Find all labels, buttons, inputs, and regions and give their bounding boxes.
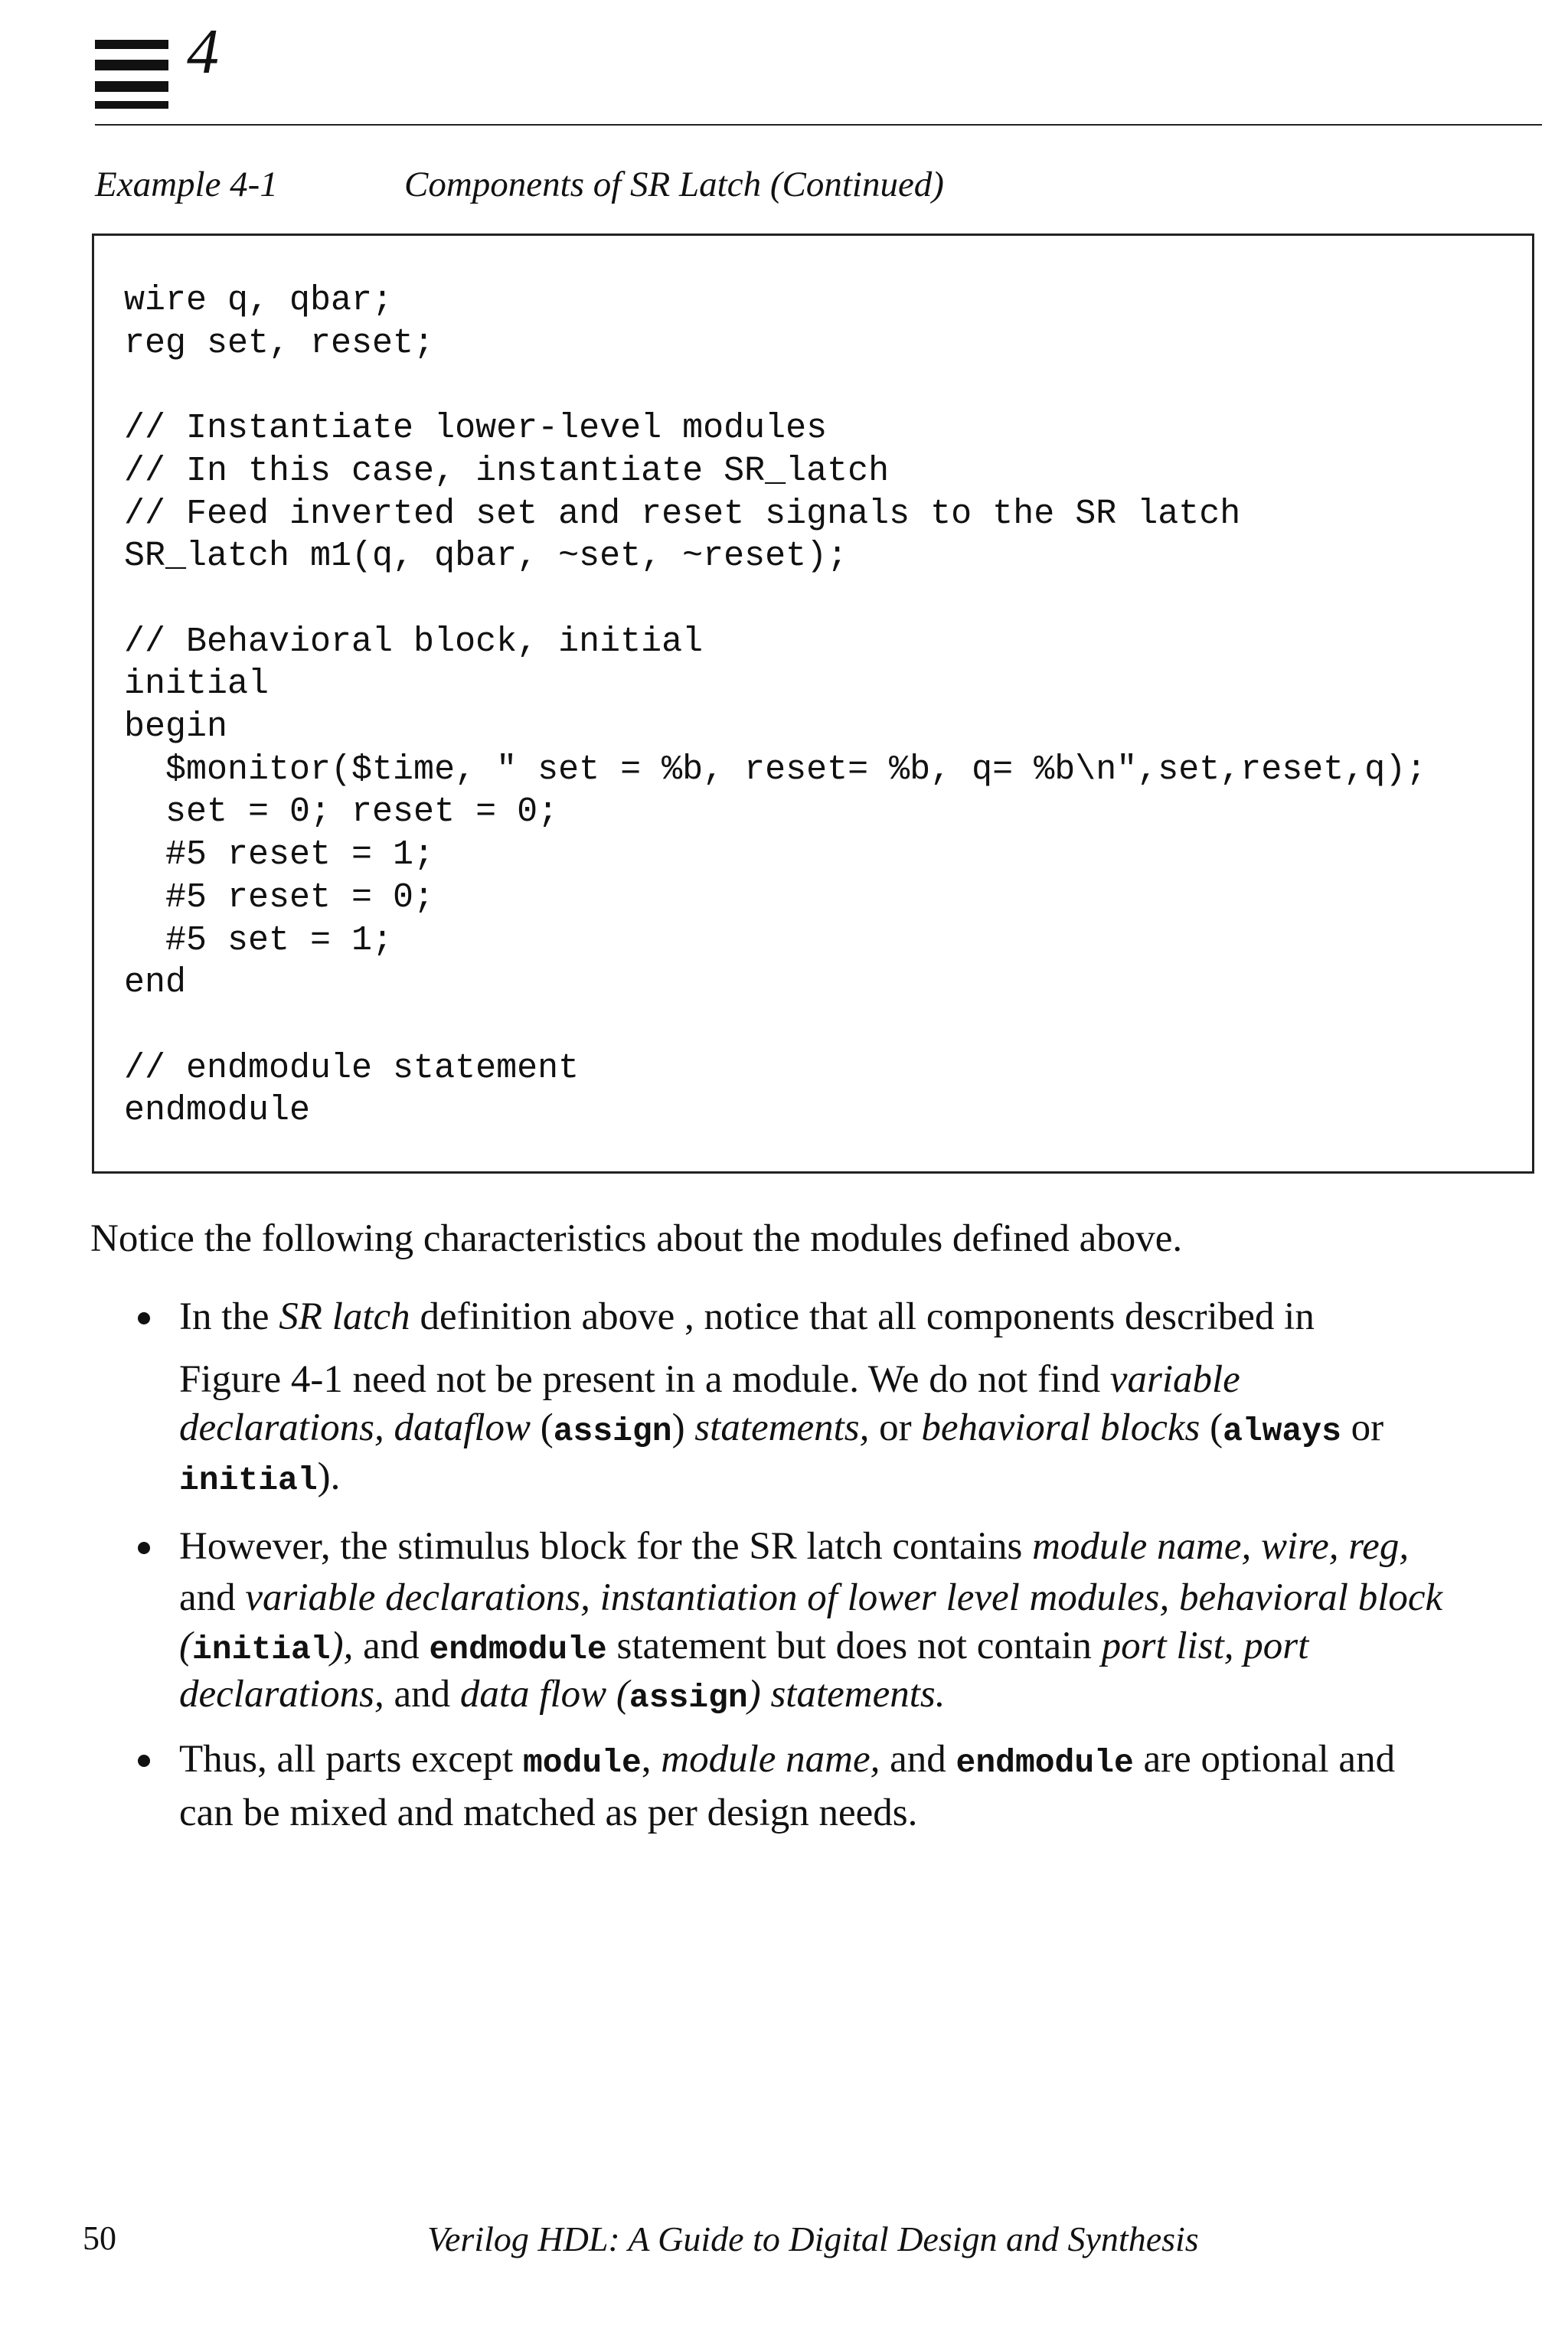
plain-text: (: [531, 1406, 554, 1449]
code-keyword: initial: [191, 1631, 331, 1668]
code-line: // In this case, instantiate SR_latch: [124, 451, 890, 491]
bullet-line: [179, 1790, 917, 1837]
bullet-line: [179, 1357, 1240, 1403]
code-keyword: endmodule: [956, 1744, 1134, 1781]
plain-text: However, the stimulus block for the SR latch contains: [179, 1525, 1033, 1568]
italic-text: (: [179, 1625, 192, 1667]
book-title: Verilog HDL: A Guide to Digital Design and Synthesis: [427, 2219, 1199, 2258]
code-line: wire q, qbar;: [124, 281, 394, 320]
plain-text: Figure 4-1 need not be present in a module. We do not find: [179, 1358, 1110, 1401]
code-line: // Behavioral block, initial: [124, 622, 704, 661]
italic-text: ) statements.: [747, 1673, 946, 1716]
bullet-line: [179, 1454, 340, 1501]
intro-paragraph: Notice the following characteristics about the modules defined above.: [90, 1217, 1183, 1260]
plain-text: statement but does not contain: [606, 1625, 1102, 1667]
example-title: Components of SR Latch (Continued): [404, 165, 944, 204]
plain-text: and: [353, 1625, 430, 1667]
bullet-line: [179, 1575, 1442, 1621]
code-line: // Feed inverted set and reset signals to the SR latch: [124, 494, 1241, 534]
bullet-line: [179, 1405, 1383, 1452]
bullet-line: [179, 1294, 1315, 1341]
plain-text: or: [869, 1406, 922, 1449]
italic-text: SR latch: [279, 1295, 410, 1338]
plain-text: and: [880, 1738, 956, 1781]
chapter-number: 4: [187, 16, 219, 87]
italic-text: module name,: [661, 1738, 880, 1781]
code-line: begin: [124, 707, 228, 746]
bullet-icon: [138, 1542, 150, 1554]
plain-text: Thus, all parts except: [179, 1738, 523, 1781]
bullet-line: [179, 1671, 946, 1718]
italic-text: behavioral blocks: [921, 1406, 1200, 1449]
plain-text: or: [1341, 1406, 1384, 1449]
bullet-icon: [138, 1755, 150, 1767]
plain-text: are optional and: [1133, 1738, 1396, 1781]
code-line: #5 reset = 0;: [124, 877, 435, 917]
code-line: // endmodule statement: [124, 1048, 580, 1088]
code-line: set = 0; reset = 0;: [124, 792, 559, 832]
code-line: $monitor($time, " set = %b, reset= %b, q= %b\n",set,reset,q);: [124, 749, 1427, 789]
code-keyword: always: [1223, 1412, 1341, 1450]
code-keyword: module: [522, 1744, 642, 1781]
italic-text: module name, wire, reg,: [1032, 1525, 1410, 1568]
code-line: end: [124, 963, 187, 1003]
code-line: initial: [124, 665, 270, 704]
plain-text: definition above , notice that all components described in: [410, 1295, 1315, 1338]
italic-text: port list, port: [1101, 1625, 1309, 1667]
code-line: #5 set = 1;: [124, 920, 394, 960]
bullet-line: [179, 1736, 1395, 1783]
code-line: reg set, reset;: [124, 323, 435, 363]
italic-text: declarations, dataflow: [179, 1406, 531, 1449]
code-line: SR_latch m1(q, qbar, ~set, ~reset);: [124, 537, 848, 576]
bullet-icon: [138, 1312, 150, 1324]
italic-text: variable: [1109, 1358, 1240, 1401]
plain-text: ).: [317, 1455, 341, 1498]
bullet-line: [179, 1623, 1308, 1670]
italic-text: data flow (: [459, 1673, 629, 1716]
code-line: #5 reset = 1;: [124, 835, 435, 875]
code-keyword: assign: [629, 1679, 748, 1716]
italic-text: statements,: [694, 1406, 870, 1449]
code-listing-box: [92, 234, 1534, 1174]
code-keyword: endmodule: [429, 1631, 607, 1668]
bullet-line: [179, 1523, 1409, 1570]
chapter-mark-icon: [95, 32, 181, 106]
header-rule: [95, 124, 1542, 126]
plain-text: and: [384, 1673, 460, 1716]
italic-text: declarations,: [179, 1673, 384, 1716]
page-number: 50: [83, 2219, 116, 2257]
example-label: Example 4-1: [95, 165, 278, 204]
plain-text: can be mixed and matched as per design needs.: [179, 1791, 918, 1834]
plain-text: (: [1200, 1406, 1223, 1449]
plain-text: and: [179, 1576, 246, 1619]
code-line: // Instantiate lower-level modules: [124, 409, 828, 449]
italic-text: ),: [330, 1625, 354, 1667]
italic-text: variable declarations, instantiation of lower level modules, behavioral block: [245, 1576, 1443, 1619]
plain-text: ): [671, 1406, 695, 1449]
code-line: endmodule: [124, 1091, 311, 1131]
plain-text: ,: [641, 1738, 662, 1781]
code-keyword: assign: [553, 1412, 672, 1450]
code-keyword: initial: [179, 1461, 318, 1499]
plain-text: In the: [179, 1295, 279, 1338]
